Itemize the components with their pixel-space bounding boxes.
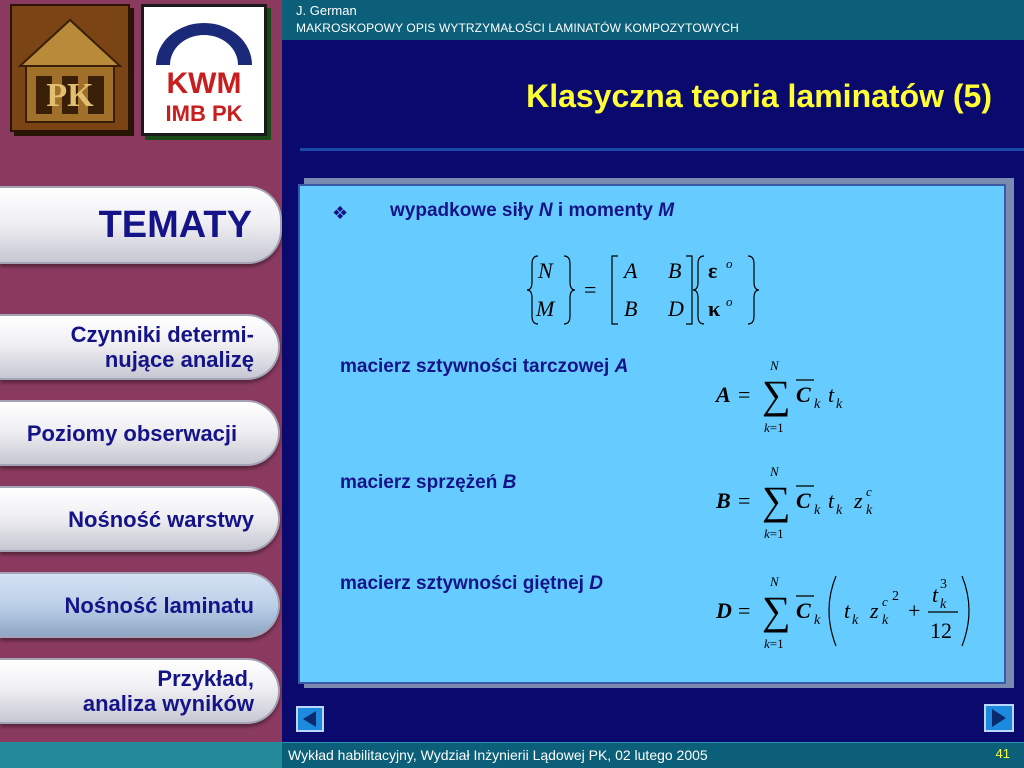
nav-nosnosc-warstwy[interactable] [0, 486, 280, 552]
bending-D-text: macierz sztywności giętnej [340, 573, 584, 594]
svg-text:o: o [726, 294, 733, 309]
svg-text:PK: PK [46, 77, 94, 114]
nav-nosnosc-laminatu-label: Nośność laminatu [64, 592, 254, 618]
nav-tematy-label: TEMATY [98, 203, 252, 246]
pk-logo [10, 4, 130, 132]
svg-text:B: B [624, 296, 638, 321]
resultant-M: M [658, 200, 675, 221]
stiffness-A-line [340, 356, 628, 378]
nav-czynniki-label [71, 322, 254, 372]
svg-text:k: k [836, 397, 843, 412]
svg-text:t: t [828, 488, 835, 513]
svg-text:k: k [882, 613, 889, 628]
four-diamond-bullet-icon: ❖ [332, 203, 349, 223]
nav-poziomy-label: Poziomy obserwacji [26, 420, 238, 446]
nav-czynniki-line1: Czynniki determi- [70, 322, 254, 347]
svg-text:B: B [668, 258, 682, 283]
footer-text: Wykład habilitacyjny, Wydział Inżynierii Lądowej PK, 02 lutego 2005 [288, 747, 708, 763]
svg-text:k: k [836, 503, 843, 518]
nav-czynniki-line2: nujące analizę [104, 347, 254, 372]
coupling-B-var: B [502, 472, 517, 493]
triangle-right-icon [986, 706, 1012, 730]
svg-text:KWM: KWM [166, 67, 242, 100]
author-label: J. German [296, 3, 357, 18]
svg-text:k=1: k=1 [764, 526, 784, 541]
svg-text:N: N [538, 258, 553, 283]
equation-B [710, 462, 890, 542]
svg-text:k: k [852, 613, 859, 628]
svg-text:k: k [814, 397, 821, 412]
svg-text:=: = [738, 488, 751, 513]
svg-text:o: o [726, 256, 733, 271]
svg-text:C: C [796, 598, 811, 623]
svg-text:z: z [854, 488, 863, 513]
stiffness-A-text: macierz sztywności tarczowej [340, 356, 610, 377]
coupling-B-text: macierz sprzężeń [340, 472, 498, 493]
svg-text:C: C [796, 382, 811, 407]
coupling-B-line [340, 472, 516, 494]
svg-text:k: k [866, 503, 873, 518]
svg-text:c: c [882, 594, 888, 609]
svg-text:k: k [940, 597, 947, 612]
nav-przyklad-label [83, 666, 254, 716]
presentation-subtitle: MAKROSKOPOWY OPIS WYTRZYMAŁOŚCI LAMINATÓW KOMPOZYTOWYCH [296, 21, 739, 35]
next-slide-button[interactable] [984, 704, 1014, 732]
previous-slide-button[interactable] [296, 706, 324, 732]
svg-text:∑: ∑ [762, 372, 791, 417]
svg-text:+: + [908, 598, 921, 623]
svg-text:t: t [844, 598, 851, 623]
nav-przyklad[interactable] [0, 658, 280, 724]
svg-text:=: = [584, 277, 597, 302]
svg-text:=: = [738, 382, 751, 407]
svg-text:t: t [828, 382, 835, 407]
svg-text:ε: ε [708, 258, 718, 283]
equation-A [710, 356, 870, 436]
nav-czynniki[interactable] [0, 314, 280, 380]
svg-text:t: t [932, 582, 939, 607]
nav-nosnosc-laminatu[interactable] [0, 572, 280, 638]
svg-text:IMB PK: IMB PK [165, 101, 243, 126]
svg-text:N: N [770, 464, 779, 479]
footer-left-strip [0, 742, 282, 768]
svg-text:A: A [716, 382, 731, 407]
svg-text:k: k [814, 503, 821, 518]
page-number: 41 [995, 746, 1010, 761]
resultant-mid: i momenty [557, 200, 653, 221]
equation-D [710, 572, 980, 652]
svg-text:k: k [814, 613, 821, 628]
title-divider [300, 148, 1024, 151]
kwm-imb-pk-logo [141, 4, 267, 136]
svg-text:∑: ∑ [762, 478, 791, 523]
svg-text:A: A [624, 258, 638, 283]
svg-text:3: 3 [940, 577, 947, 592]
triangle-left-icon [298, 708, 322, 730]
svg-text:D: D [668, 296, 684, 321]
svg-text:N: N [770, 574, 779, 589]
nav-poziomy[interactable] [0, 400, 280, 466]
resultant-forces-line [390, 200, 674, 222]
svg-text:c: c [866, 484, 872, 499]
resultant-text: wypadkowe siły [390, 200, 534, 221]
svg-text:M: M [536, 296, 555, 321]
svg-text:B: B [716, 488, 731, 513]
header-bar [282, 0, 1024, 40]
constitutive-equation [524, 250, 764, 330]
svg-text:z: z [870, 598, 879, 623]
svg-text:=: = [738, 598, 751, 623]
svg-text:N: N [770, 358, 779, 373]
nav-nosnosc-warstwy-label: Nośność warstwy [68, 506, 254, 532]
nav-przyklad-line1: Przykład, [157, 666, 254, 691]
svg-text:κ: κ [708, 296, 721, 321]
svg-text:12: 12 [930, 618, 952, 643]
svg-text:∑: ∑ [762, 588, 791, 633]
svg-text:2: 2 [892, 589, 899, 604]
svg-text:C: C [796, 488, 811, 513]
svg-text:k=1: k=1 [764, 636, 784, 651]
nav-przyklad-line2: analiza wyników [82, 691, 254, 716]
bending-D-line [340, 573, 603, 595]
svg-text:k=1: k=1 [764, 420, 784, 435]
svg-text:D: D [716, 598, 732, 623]
resultant-N: N [538, 200, 553, 221]
bending-D-var: D [589, 573, 603, 594]
stiffness-A-var: A [614, 356, 629, 377]
slide-title: Klasyczna teoria laminatów (5) [526, 78, 992, 114]
nav-tematy[interactable] [0, 186, 282, 264]
